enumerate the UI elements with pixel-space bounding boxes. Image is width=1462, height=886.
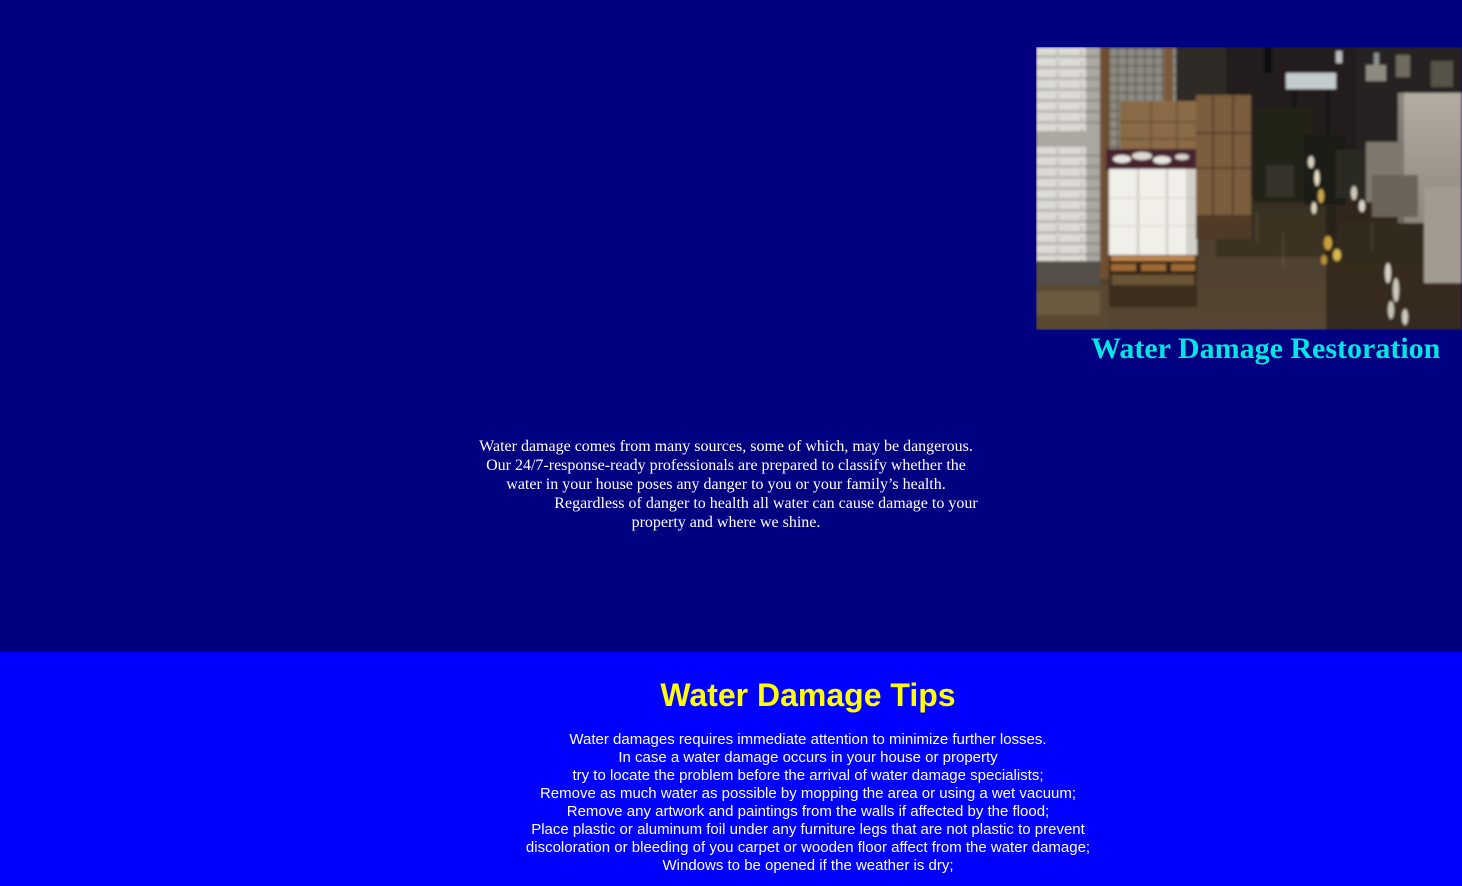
flooded-warehouse-photo-image bbox=[1036, 47, 1462, 330]
tips-line-3: try to locate the problem before the arrival of water damage specialists; bbox=[572, 767, 1044, 784]
tips-line-8: Windows to be opened if the weather is dry; bbox=[662, 857, 954, 874]
tips-line-5: Remove any artwork and paintings from the walls if affected by the flood; bbox=[566, 803, 1050, 820]
intro-line-2: Our 24/7-response-ready professionals are prepared to classify whether the bbox=[486, 457, 966, 474]
intro-line-3: water in your house poses any danger to you or your family’s health. bbox=[506, 476, 946, 493]
photo-box-wall bbox=[1196, 95, 1251, 239]
photo-white-stacks bbox=[1036, 47, 1100, 287]
intro-line-1: Water damage comes from many sources, some of which, may be dangerous. bbox=[479, 438, 973, 455]
intro-paragraph bbox=[96, 437, 1356, 532]
intro-line-4: Regardless of danger to health all water can cause damage to your bbox=[554, 495, 978, 512]
tips-list bbox=[178, 731, 1438, 875]
tips-line-2: In case a water damage occurs in your house or property bbox=[618, 749, 998, 766]
tips-heading: Water Damage Tips bbox=[660, 677, 956, 713]
page-title: Water Damage Restoration bbox=[1091, 332, 1441, 365]
tips-line-4: Remove as much water as possible by mopping the area or using a wet vacuum; bbox=[539, 785, 1077, 802]
tips-line-1: Water damages requires immediate attention to minimize further losses. bbox=[569, 731, 1047, 748]
intro-line-5: property and where we shine. bbox=[631, 514, 821, 531]
photo-scene bbox=[1036, 47, 1462, 330]
photo-paper-pallet bbox=[1109, 169, 1197, 273]
tips-line-6: Place plastic or aluminum foil under any furniture legs that are not plastic to prevent bbox=[531, 821, 1085, 838]
photo-cardboard-boxes bbox=[1120, 101, 1198, 155]
tips-section bbox=[0, 652, 1462, 886]
flooded-warehouse-photo bbox=[1036, 47, 1462, 330]
tips-line-7: discoloration or bleeding of you carpet or wooden floor affect from the water damage; bbox=[525, 839, 1091, 856]
